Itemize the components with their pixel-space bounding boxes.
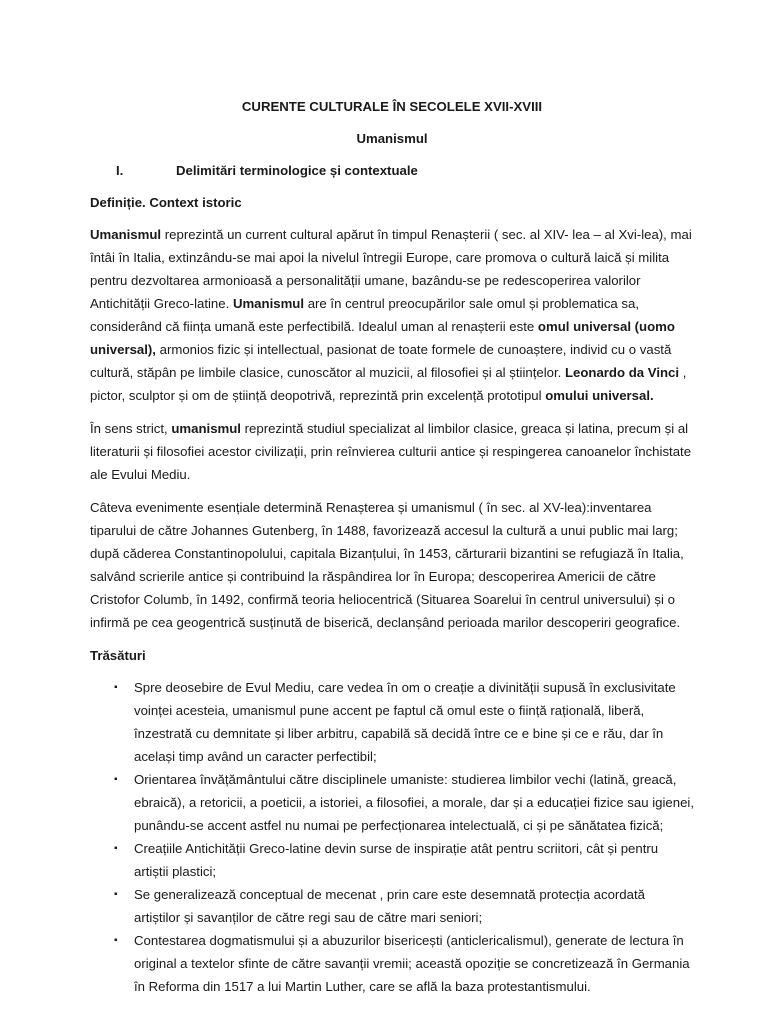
list-item: ▪ Spre deosebire de Evul Mediu, care vedea în om o creație a divinității supusă în exclusivitate voinței acesteia, umanismul pune accent pe faptul că omul este o ființă rațională, liberă, înzestrată cu demnitate și liber arbitru, capabilă să decidă între ce e bine și ce e rău, dar în același timp având un caracter perfectibil;: [90, 676, 694, 768]
section-number: I.: [116, 163, 124, 178]
bullet-icon: ▪: [114, 843, 118, 854]
section-heading: [90, 159, 694, 182]
list-item: ▪ Orientarea învățământului către disciplinele umaniste: studierea limbilor vechi (latină, greacă, ebraică), a retoricii, a poeticii, a istoriei, a filosofiei, a morale, dar și a educației fizice sau igienei, punându-se accent astfel nu numai pe perfecționarea intelectuală, ci și pe sănătatea fizică;: [90, 768, 694, 837]
subsection-heading-definition: Definiție. Context istoric: [90, 195, 242, 210]
bullet-icon: ▪: [114, 889, 118, 900]
paragraph-strict-sense: În sens strict, umanismul reprezintă studiul specializat al limbilor clasice, greaca și latina, precum și al literaturii și filosofiei acestor civilizații, prin reînvierea culturii antice și respingerea canoanelor închistate ale Evului Mediu.: [90, 421, 692, 482]
bullet-icon: ▪: [114, 935, 118, 946]
list-item: ▪ Se generalizează conceptual de mecenat , prin care este desemnată protecția acordată artiștilor și savanților de către regi sau de către mari seniori;: [90, 883, 694, 929]
list-item: ▪ Creațiile Antichității Greco-latine devin surse de inspirație atât pentru scriitori, cât și pentru artiștii plastici;: [90, 837, 694, 883]
subsection-heading-traits: Trăsături: [90, 648, 146, 663]
paragraph-events: Câteva evenimente esențiale determină Renașterea și umanismul ( în sec. al XV-lea):inventarea tiparului de către Johannes Gutenberg, în 1488, favorizează accesul la cultură a unui public mai larg; după căderea Constantinopolului, capitala Bizanțului, în 1453, cărturarii bizantini se refugiază în Italia, salvând scrierile antice și contribuind la răspândirea lor în Europa; descoperirea Americii de către Cristofor Columb, în 1492, confirmă teoria heliocentrică (Situarea Soarelui în centrul universului) și o infirmă pe cea geogentrică susținută de biserică, declanșând perioada marilor descoperiri geografice.: [90, 500, 684, 630]
bullet-icon: ▪: [114, 774, 118, 785]
traits-list: [90, 676, 694, 998]
section-title: Delimitări terminologice și contextuale: [176, 163, 418, 178]
bullet-icon: ▪: [114, 682, 118, 693]
list-item: ▪ Contestarea dogmatismului și a abuzurilor bisericești (anticlericalismul), generate de lectura în original a textelor sfinte de către savanții vremii; această opoziție se concretizează în Germania în Reforma din 1517 a lui Martin Luther, care se află la baza protestantismului.: [90, 929, 694, 998]
document-subtitle: Umanismul: [356, 131, 428, 146]
document-title: CURENTE CULTURALE ÎN SECOLELE XVII-XVIII: [241, 99, 543, 114]
paragraph-umanism-definition: Umanismul reprezintă un current cultural apărut în timpul Renașterii ( sec. al XIV- lea – al Xvi-lea), mai întâi în Italia, extinzându-se mai apoi la nivelul întregii Europe, care promova o cultură laică și milita pentru dezvoltarea armonioasă a personalității umane, bazându-se pe redescoperirea valorilor Antichității Greco-latine. Umanismul are în centrul preocupărilor sale omul și problematica sa, considerând că ființa umană este perfectibilă. Idealul uman al renașterii este omul universal (uomo universal), armonios fizic și intellectual, pasionat de toate formele de cunoaștere, individ cu o vastă cultură, stăpân pe limbile clasice, cunoscător al muzicii, al filosofiei și al științelor. Leonardo da Vinci , pictor, sculptor și om de știință deopotrivă, reprezintă prin excelență prototipul omului universal.: [90, 227, 692, 403]
